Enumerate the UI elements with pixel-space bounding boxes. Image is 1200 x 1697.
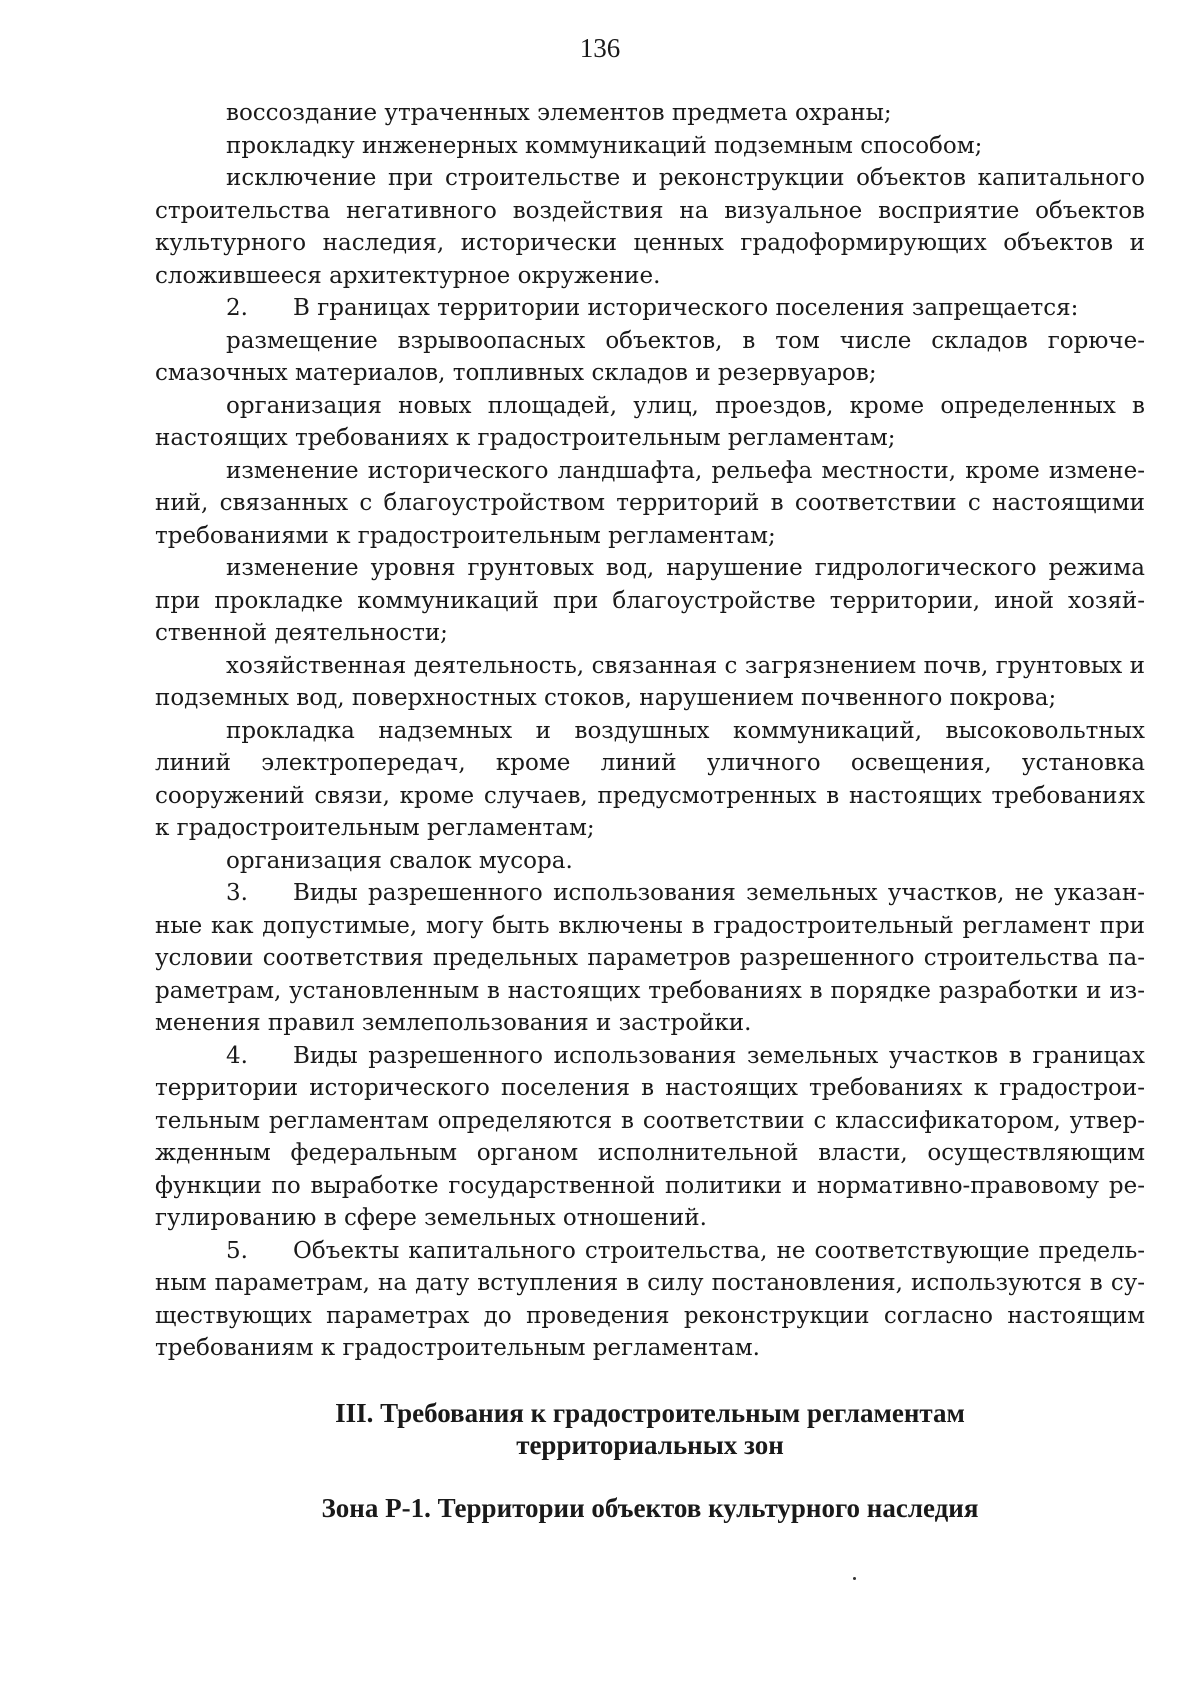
paragraph-text: организация свалок мусора.	[226, 847, 573, 874]
paragraph-text: В границах территории исторического поселения запрещается:	[293, 295, 1079, 321]
paragraph-text: размещение взрывоопасных объектов, в том числе складов горюче-смазочных материалов, топливных складов и резервуаров;	[155, 327, 1145, 386]
paragraph-text: Виды разрешенного использования земельных участков, не указан-ные как допустимые, могу быть включены в градостроительный регламент при условии соответствия предельных параметров разрешенного строительства па-раметрам, установленным в настоящих требованиях в порядке разработки и из-менения правил землепользования и застройки.	[155, 880, 1145, 1036]
paragraph-text: Объекты капитального строительства, не соответствующие предель-ным параметрам, на дату вступления в силу постановления, используются в су-ществующих параметрах до проведения реконструкции согласно настоящим требованиям к градостроительным регламентам.	[155, 1237, 1145, 1361]
paragraph-text: изменение уровня грунтовых вод, нарушение гидрологического режима при прокладке коммуникаций при благоустройстве территории, иной хозяй-ственной деятельности;	[155, 555, 1145, 646]
paragraph-8	[155, 552, 1145, 650]
paragraph-11	[155, 845, 1145, 878]
paragraph-10	[155, 715, 1145, 845]
paragraph-text: прокладка надземных и воздушных коммуникаций, высоковольтных линий электропередач, кроме линий уличного освещения, установка сооружений связи, кроме случаев, предусмотренных в настоящих требованиях к градостроительным регламентам;	[155, 717, 1145, 841]
paragraph-text: изменение исторического ландшафта, рельефа местности, кроме измене-ний, связанных с благоустройством территорий в соответствии с настоящими требованиями к градостроительным регламентам;	[155, 457, 1145, 549]
body-text	[155, 97, 1145, 1365]
paragraph-text: хозяйственная деятельность, связанная с загрязнением почв, грунтовых и подземных вод, поверхностных стоков, нарушением почвенного покрова;	[155, 652, 1145, 711]
paragraph-3	[155, 162, 1145, 292]
paragraph-4	[155, 292, 1145, 325]
page-number: 136	[579, 33, 621, 63]
paragraph-text: исключение при строительстве и реконструкции объектов капитального строительства негативного воздействия на визуальное восприятие объектов культурного наследия, исторически ценных градоформирующих объектов и сложившееся архитектурное окружение.	[155, 165, 1145, 289]
paragraph-text: воссоздание утраченных элементов предмета охраны;	[226, 100, 892, 126]
section-heading-line-1: III. Требования к градостроительным регламентам	[335, 1398, 965, 1428]
paragraph-7	[155, 455, 1145, 553]
paragraph-14	[155, 1235, 1145, 1365]
item-number: 4.	[226, 1042, 248, 1069]
section-heading-line-2: территориальных зон	[516, 1430, 784, 1460]
paragraph-text: прокладку инженерных коммуникаций подземным способом;	[226, 132, 983, 159]
zone-heading: Зона Р-1. Территории объектов культурного наследия	[321, 1493, 979, 1523]
scan-speck	[853, 1577, 856, 1580]
paragraph-9	[155, 650, 1145, 715]
paragraph-1	[155, 97, 1145, 130]
paragraph-5	[155, 325, 1145, 390]
paragraph-13	[155, 1040, 1145, 1235]
paragraph-text: Виды разрешенного использования земельных участков в границах территории исторического поселения в настоящих требованиях к градострои-тельным регламентам определяются в соответствии с классификатором, утвер-жденным федеральным органом исполнительной власти, осуществляющим функции по выработке государственной политики и нормативно-правовому ре-гулированию в сфере земельных отношений.	[155, 1042, 1145, 1231]
paragraph-6	[155, 390, 1145, 455]
item-number: 3.	[226, 880, 248, 906]
section-heading	[155, 1397, 1145, 1461]
paragraph-12	[155, 877, 1145, 1040]
item-number: 5.	[226, 1237, 248, 1264]
paragraph-text: организация новых площадей, улиц, проездов, кроме определенных в настоящих требованиях к градостроительным регламентам;	[155, 392, 1145, 451]
paragraph-2	[155, 130, 1145, 163]
item-number: 2.	[226, 295, 248, 321]
